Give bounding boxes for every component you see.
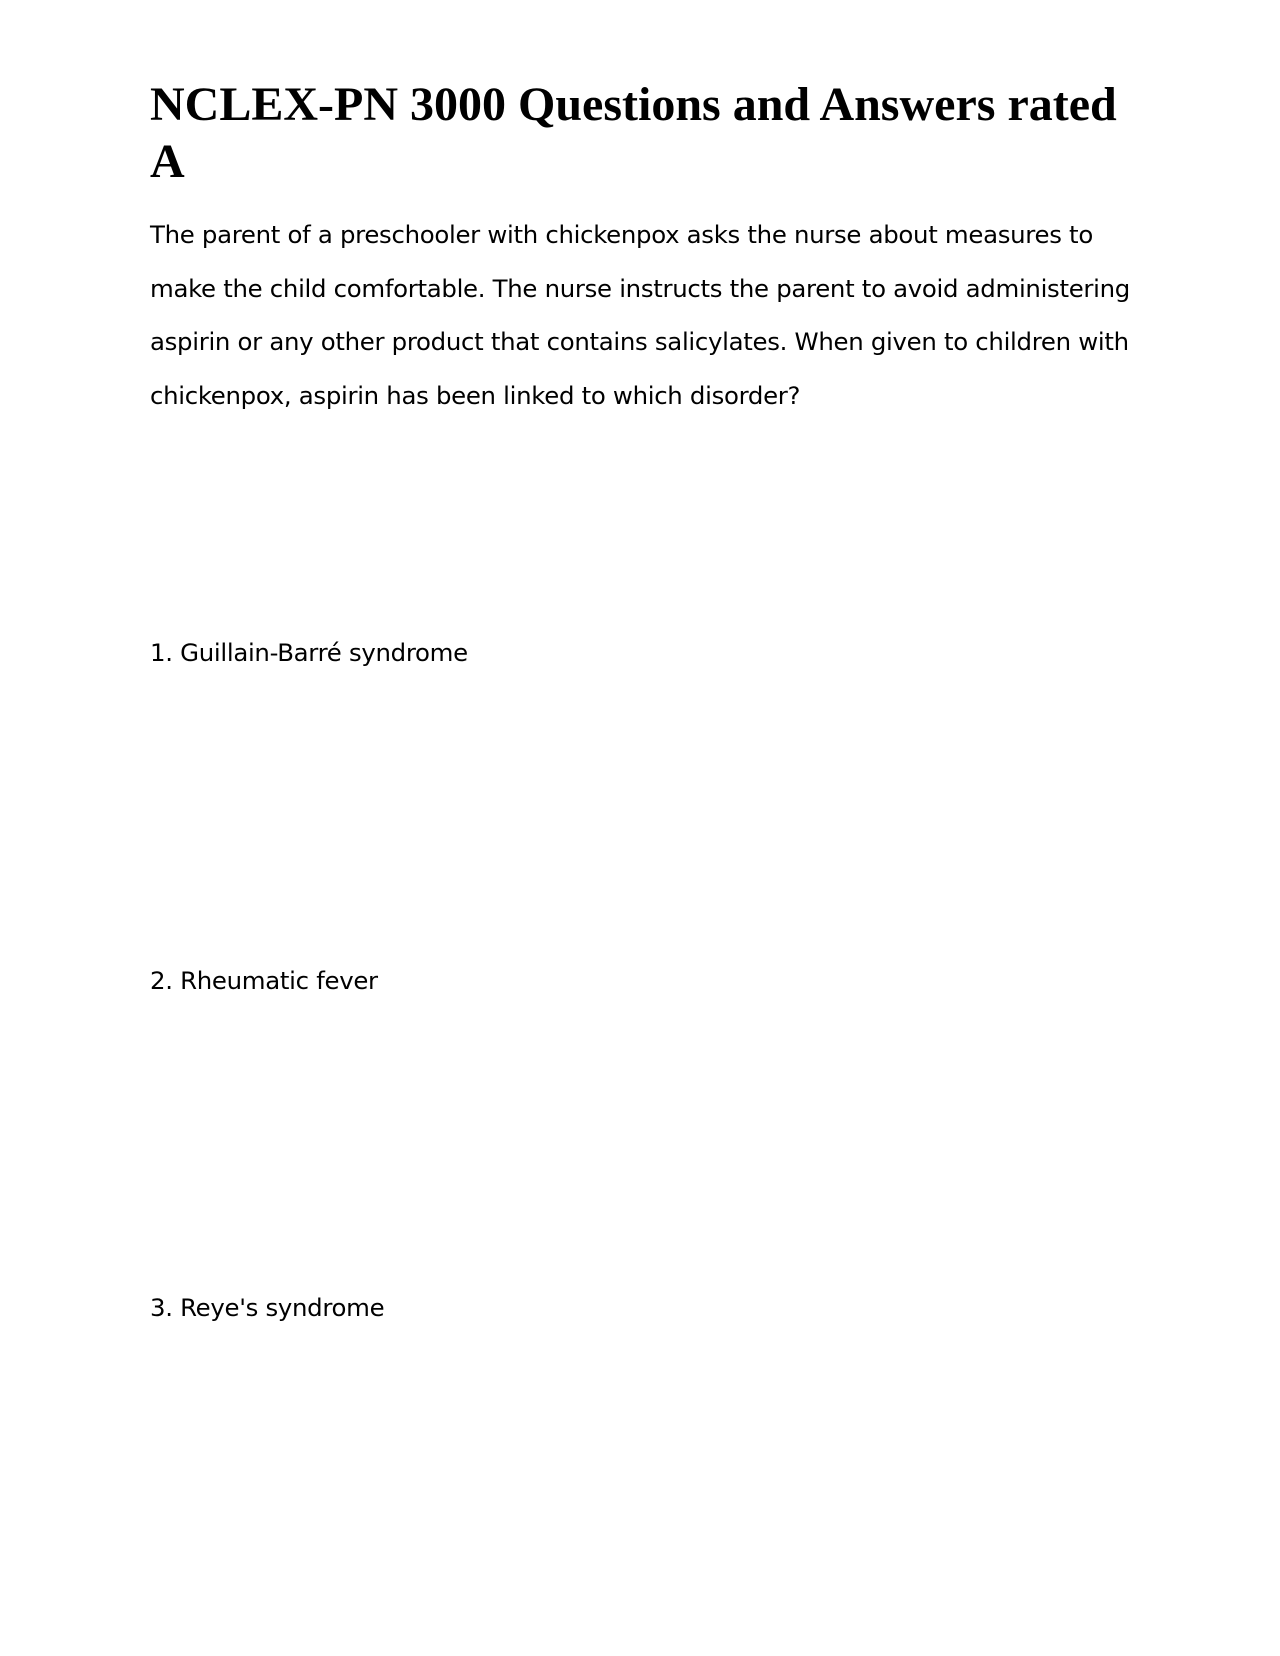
answer-option-3: 3. Reye's syndrome [150, 1293, 385, 1322]
answer-option-1: 1. Guillain-Barré syndrome [150, 638, 468, 667]
answer-option-2: 2. Rheumatic fever [150, 966, 378, 995]
question-text: The parent of a preschooler with chickenpox asks the nurse about measures to make the child comfortable. The nurse instructs the parent to avoid administering aspirin or any other product that contains salicylates. When given to children with chickenpox, aspirin has been linked to which disorder? [150, 220, 1130, 410]
page-title: NCLEX-PN 3000 Questions and Answers rated A [150, 78, 1117, 188]
